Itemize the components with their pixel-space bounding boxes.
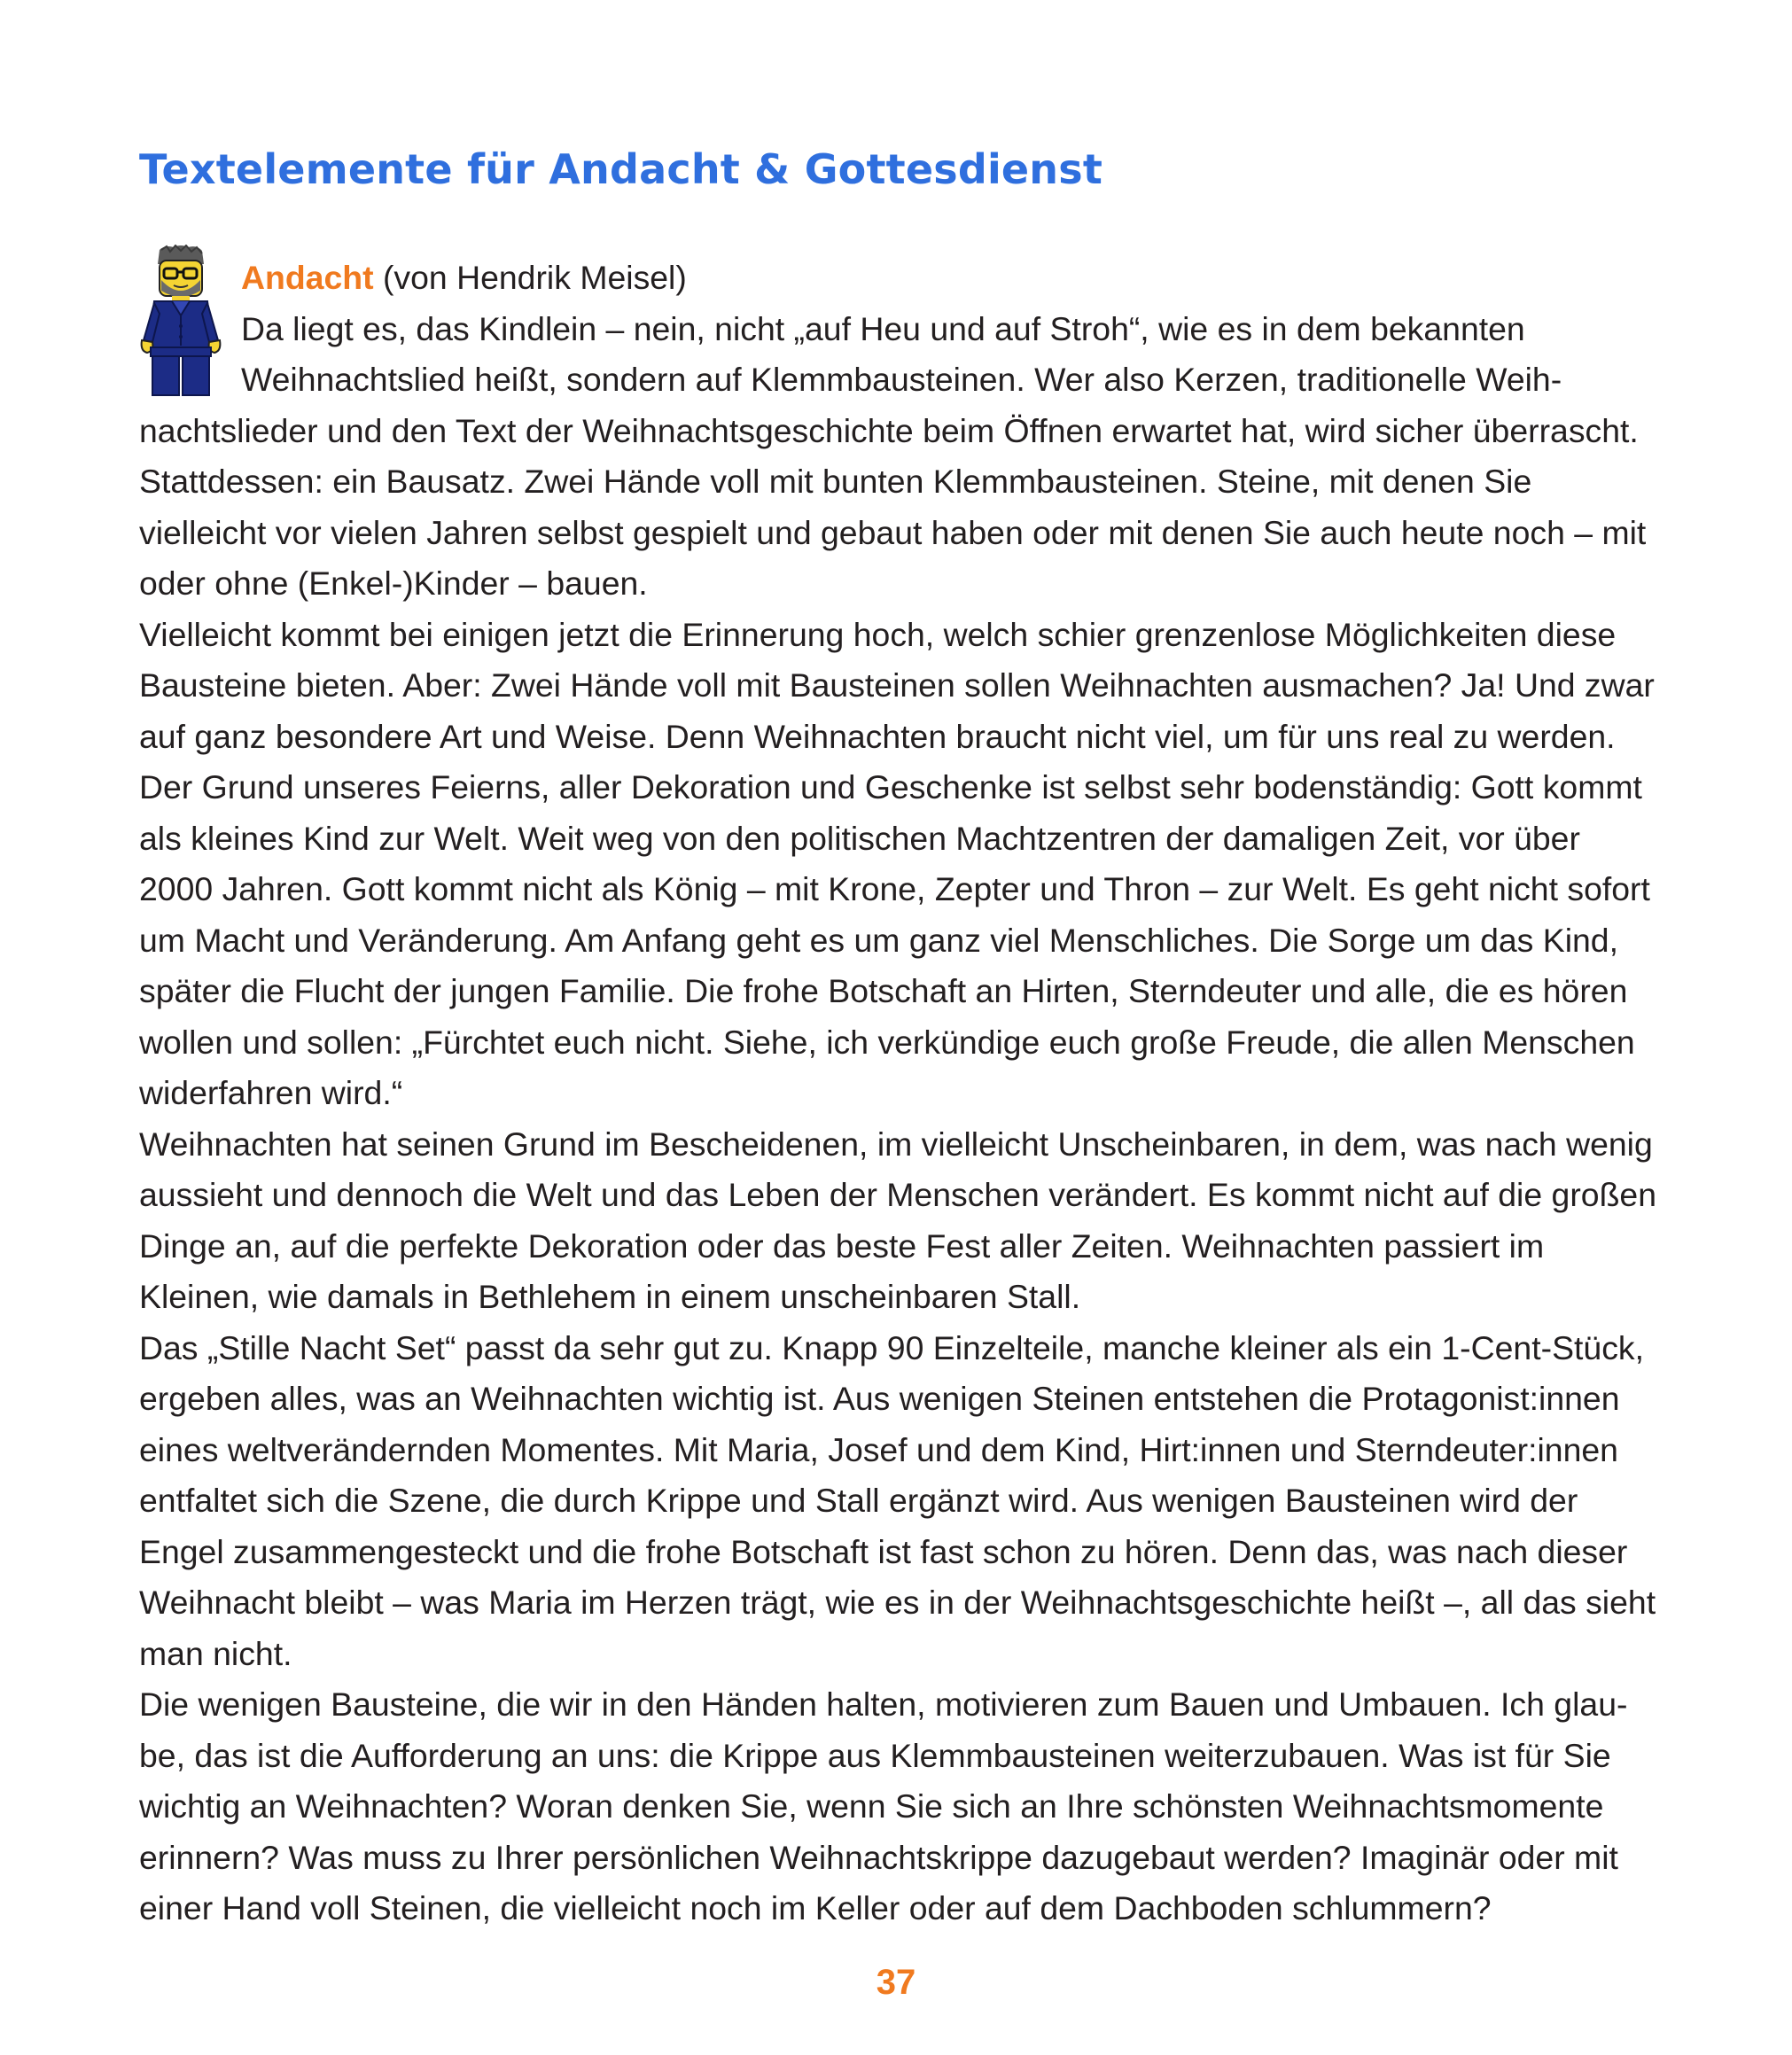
andacht-paragraph-2: Vielleicht kommt bei einigen jetzt die Erinnerung hoch, welch schier grenzenlose Möglichkeiten diese Bausteine bieten. Aber: Zwei Hände voll mit Bausteinen sollen Weihnachten ausmachen? Ja! Und zwar auf ganz besondere Art und Weise. Denn Weihnachten braucht nicht viel, um für uns real zu werden. Der Grund unseres Feierns, aller Dekoration und Geschenke ist selbst sehr bodenständig: Gott kommt als kleines Kind zur Welt. Weit weg von den politischen Machtzentren der damaligen Zeit, vor über 2000 Jahren. Gott kommt nicht als König – mit Krone, Zepter und Thron – zur Welt. Es geht nicht sofort um Macht und Veränderung. Am Anfang geht es um ganz viel Menschliches. Die Sorge um das Kind, später die Flucht der jungen Familie. Die frohe Botschaft an Hirten, Sterndeuter und alle, die es hören wollen und sollen: „Fürchtet euch nicht. Siehe, ich verkündige euch große Freude, die allen Menschen widerfahren wird.“ [139,615,1655,1111]
page-number: 37 [876,1963,916,2002]
andacht-subheading [139,253,1656,304]
andacht-byline: (von Hendrik Meisel) [373,259,687,296]
andacht-paragraph-1: Da liegt es, das Kindlein – nein, nicht „auf Heu und auf Stroh“, wie es in dem bekannten Weihnachtslied heißt, sondern auf Klemmbausteinen. Wer also Kerzen, traditionelle Weihnachtslieder und den Text der Weihnachtsgeschichte beim Öffnen erwartet hat, wird sicher überrascht. Stattdessen: ein Bausatz. Zwei Hände voll mit bunten Klemmbausteinen. Steine, mit denen Sie vielleicht vor vielen Jahren selbst gespielt und gebaut haben oder mit denen Sie auch heute noch – mit oder ohne (Enkel-)Kinder – bauen. [139,309,1647,602]
andacht-section [139,253,1656,1934]
figure-spacer [139,253,241,385]
andacht-paragraph-5: Die wenigen Bausteine, die wir in den Händen halten, motivieren zum Bauen und Umbauen. Ich glaube, das ist die Aufforderung an uns: die Krippe aus Klemmbausteinen weiterzubauen. Was ist für Sie wichtig an Weihnachten? Woran denken Sie, wenn Sie sich an Ihre schönsten Weihnachtsmomente erinnern? Was muss zu Ihrer persönlichen Weihnachtskrippe dazugebaut werden? Imaginär oder mit einer Hand voll Steinen, die vielleicht noch im Keller oder auf dem Dachboden schlummern? [139,1685,1628,1927]
andacht-paragraph-4: Das „Stille Nacht Set“ passt da sehr gut zu. Knapp 90 Einzelteile, manche kleiner als ein 1-Cent-Stück, ergeben alles, was an Weihnachten wichtig ist. Aus wenigen Steinen entstehen die Protagonist:innen eines weltverändernden Momentes. Mit Maria, Josef und dem Kind, Hirt:innen und Sterndeuter:innen entfaltet sich die Szene, die durch Krippe und Stall ergänzt wird. Aus wenigen Bausteinen wird der Engel zusammengesteckt und die frohe Botschaft ist fast schon zu hören. Denn das, was nach dieser Weihnacht bleibt – was Maria im Herzen trägt, wie es in der Weihnachtsgeschichte heißt –, all das sieht man nicht. [139,1328,1656,1672]
andacht-label: Andacht [241,259,374,296]
andacht-paragraph-3: Weihnachten hat seinen Grund im Bescheidenen, im vielleicht Unscheinbaren, in dem, was nach wenig aussieht und dennoch die Welt und das Leben der Menschen verändert. Es kommt nicht auf die großen Dinge an, auf die perfekte Dekoration oder das beste Fest aller Zeiten. Weihnachten passiert im Kleinen, wie damals in Bethlehem in einem unscheinbaren Stall. [139,1125,1657,1315]
section-title: Textelemente für Andacht & Gottesdienst [139,145,1103,193]
